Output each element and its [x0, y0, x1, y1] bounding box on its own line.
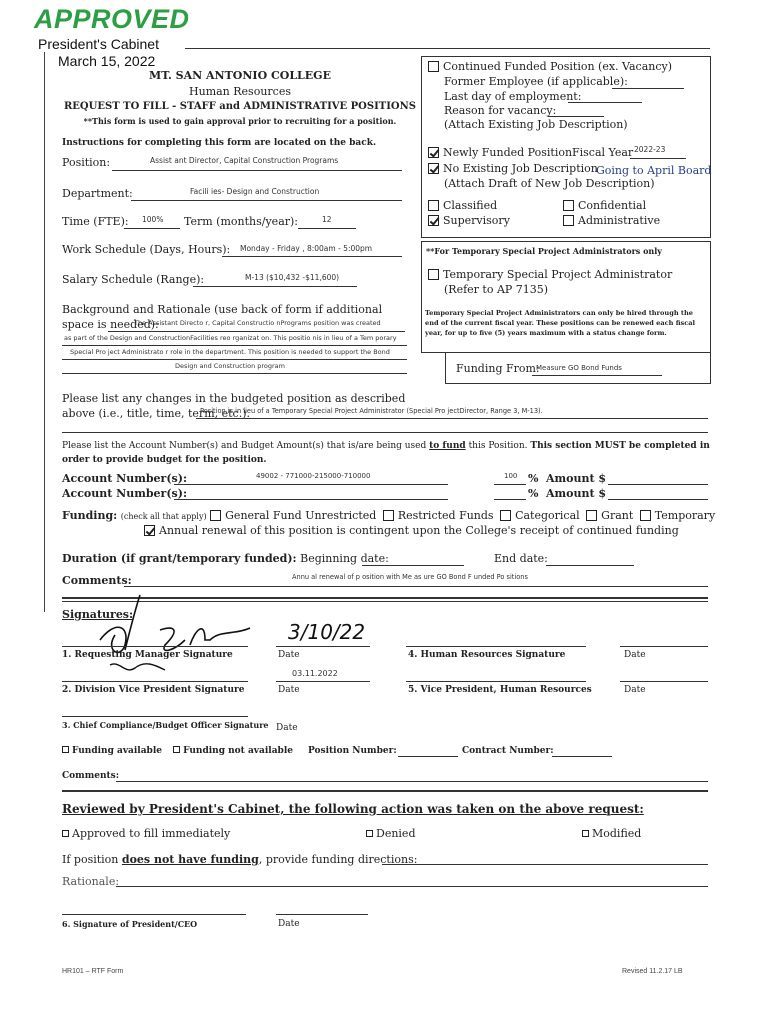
newly-funded-option[interactable]: [428, 146, 572, 159]
date-1-handwritten[interactable]: 3/10/22: [288, 620, 366, 644]
restricted-checkbox[interactable]: [383, 510, 394, 521]
approved-label: Approved to fill immediately: [72, 827, 231, 840]
stamp-cabinet: President's Cabinet: [38, 36, 159, 52]
sig-1-date-label: Date: [278, 650, 300, 660]
annual-renewal-label: Annual renewal of this position is contingent upon the College's receipt of continued funding: [159, 524, 679, 537]
reason-label: Reason for vacancy:: [444, 104, 557, 117]
position-label: Position:: [62, 156, 111, 169]
confidential-label: Confidential: [578, 199, 647, 212]
sig-3-label: 3. Chief Compliance/Budget Officer Signature: [62, 720, 269, 730]
amount-label-2: Amount $: [546, 487, 607, 500]
modified-checkbox[interactable]: [582, 830, 589, 837]
denied-option[interactable]: [366, 827, 415, 840]
form-title: REQUEST TO FILL - STAFF and ADMINISTRATIVE POSITIONS: [64, 101, 416, 112]
funding-availability-row: Funding available Funding not available: [62, 746, 293, 756]
funding-row: [62, 509, 715, 522]
classified-checkbox[interactable]: [428, 200, 439, 211]
term-value[interactable]: 12: [322, 215, 332, 224]
background-line-3[interactable]: Special Pro ject Administrato r role in the department. This position is needed to support the Bond: [70, 348, 390, 356]
footer-revised: Revised 11.2.17 LB: [622, 968, 683, 975]
temp-spa-option[interactable]: [428, 268, 672, 281]
supervisory-label: Supervisory: [443, 214, 510, 227]
fiscal-year-value[interactable]: 2022-23: [634, 145, 666, 154]
department-value[interactable]: Facili ies- Design and Construction: [190, 187, 320, 196]
position-value[interactable]: Assist ant Director, Capital Construction Programs: [150, 156, 339, 165]
annual-renewal-checkbox[interactable]: [144, 525, 155, 536]
account-pct-1[interactable]: 100: [504, 472, 518, 480]
end-date-label: End date:: [494, 552, 548, 565]
administrative-checkbox[interactable]: [563, 215, 574, 226]
comments-label: Comments:: [62, 574, 132, 587]
review-heading: Reviewed by President's Cabinet, the following action was taken on the above request:: [62, 802, 644, 816]
sig-comments-label: Comments:: [62, 771, 120, 781]
time-label: Time (FTE):: [62, 215, 129, 228]
going-to-april-board: Going to April Board: [596, 164, 712, 177]
administrative-label: Administrative: [578, 214, 661, 227]
background-line-4[interactable]: Design and Construction program: [175, 362, 286, 370]
footer-form-id: HR101 – RTF Form: [62, 968, 124, 975]
grant-label: Grant: [601, 509, 634, 522]
denied-label: Denied: [376, 827, 416, 840]
contract-number-label: Contract Number:: [462, 746, 554, 756]
rationale-label: Rationale:: [62, 875, 120, 888]
changes-label: Please list any changes in the budgeted position as described above (i.e., title, time, term, etc.).: [62, 392, 406, 420]
salary-label: Salary Schedule (Range):: [62, 273, 205, 286]
restricted-label: Restricted Funds: [397, 509, 494, 522]
newly-funded-label: Newly Funded Position: [443, 146, 573, 159]
changes-value[interactable]: Position is in lieu of a Temporary Special Project Administrator (Special Pro jectDirector, Range 3, M-13).: [200, 407, 543, 415]
fiscal-year-label: Fiscal Year: [572, 146, 634, 159]
categorical-label: Categorical: [515, 509, 580, 522]
account-instructions: Please list the Account Number(s) and Budget Amount(s) that is/are being used to fund this Position. This section MUST be completed in order to provide budget for the position.: [62, 441, 710, 465]
pct-label-1: %: [528, 472, 539, 485]
comments-value[interactable]: Annu al renewal of p osition with Me as ure GO Bond F unded Po sitions: [292, 573, 528, 581]
supervisory-option[interactable]: [428, 214, 510, 227]
supervisory-checkbox[interactable]: [428, 215, 439, 226]
former-employee-label: Former Employee (if applicable):: [444, 75, 628, 88]
classified-label: Classified: [443, 199, 498, 212]
schedule-value[interactable]: Monday - Friday , 8:00am - 5:00pm: [240, 244, 373, 253]
funding-available-checkbox[interactable]: [62, 746, 69, 753]
account-label-2: Account Number(s):: [62, 487, 188, 500]
date-2-value[interactable]: 03.11.2022: [292, 669, 338, 678]
sig-4-date-label: Date: [624, 650, 646, 660]
refer-ap: (Refer to AP 7135): [444, 283, 549, 296]
funding-check-all: (check all that apply): [120, 512, 207, 521]
time-value[interactable]: 100%: [142, 215, 164, 224]
term-label: Term (months/year):: [184, 215, 299, 228]
continued-option[interactable]: [428, 60, 672, 73]
last-day-label: Last day of employment:: [444, 90, 582, 103]
account-label-1: Account Number(s):: [62, 472, 188, 485]
approved-stamp: APPROVED: [34, 4, 190, 34]
position-number-label: Position Number:: [308, 746, 397, 756]
modified-option[interactable]: [582, 827, 641, 840]
funding-from-value[interactable]: Measure GO Bond Funds: [536, 364, 622, 372]
general-fund-checkbox[interactable]: [210, 510, 221, 521]
temporary-checkbox[interactable]: [640, 510, 651, 521]
no-existing-checkbox[interactable]: [428, 163, 439, 174]
approved-option[interactable]: [62, 827, 230, 840]
funding-directions-row: If position does not have funding, provide funding directions:: [62, 853, 418, 866]
categorical-checkbox[interactable]: [500, 510, 511, 521]
temp-header: **For Temporary Special Project Administrators only: [426, 246, 662, 256]
temporary-label: Temporary: [654, 509, 716, 522]
confidential-option[interactable]: [563, 199, 646, 212]
funding-label: Funding:: [62, 509, 118, 522]
stamp-date: March 15, 2022: [58, 53, 156, 69]
no-existing-option[interactable]: [428, 162, 598, 175]
amount-label-1: Amount $: [546, 472, 607, 485]
confidential-checkbox[interactable]: [563, 200, 574, 211]
approved-checkbox[interactable]: [62, 830, 69, 837]
continued-checkbox[interactable]: [428, 61, 439, 72]
form-note: **This form is used to gain approval prior to recruiting for a position.: [83, 116, 397, 126]
attach-new: (Attach Draft of New Job Description): [444, 177, 655, 190]
annual-renewal-option[interactable]: [144, 524, 679, 537]
signatures-heading: Signatures:: [62, 608, 134, 621]
newly-funded-checkbox[interactable]: [428, 147, 439, 158]
continued-label: Continued Funded Position (ex. Vacancy): [443, 60, 673, 73]
general-fund-label: General Fund Unrestricted: [225, 509, 377, 522]
manager-signature-scribble: [80, 590, 260, 685]
grant-checkbox[interactable]: [586, 510, 597, 521]
schedule-label: Work Schedule (Days, Hours):: [62, 243, 231, 256]
background-line-1[interactable]: The Assistant Directo r, Capital Constructio nPrograms position was created: [134, 319, 381, 327]
funding-from-label: Funding From:: [456, 362, 540, 375]
classified-option[interactable]: [428, 199, 497, 212]
sig-6-label: 6. Signature of President/CEO: [62, 919, 198, 929]
instructions: Instructions for completing this form are located on the back.: [62, 138, 377, 148]
sig-4-label: 4. Human Resources Signature: [408, 650, 566, 660]
modified-label: Modified: [592, 827, 642, 840]
sig-6-date-label: Date: [278, 919, 300, 929]
sig-2-label: 2. Division Vice President Signature: [62, 685, 245, 695]
pct-label-2: %: [528, 487, 539, 500]
attach-existing: (Attach Existing Job Description): [444, 118, 628, 131]
sig-5-date-label: Date: [624, 685, 646, 695]
salary-value[interactable]: M-13 ($10,432 -$11,600): [245, 273, 340, 282]
duration-row: Duration (if grant/temporary funded): Beginning date:: [62, 552, 389, 565]
college-name: MT. SAN ANTONIO COLLEGE: [149, 69, 331, 82]
department-label: Department:: [62, 187, 133, 200]
background-label: Background and Rationale (use back of form if additional space is needed):: [62, 303, 383, 331]
hr-dept: Human Resources: [189, 85, 291, 98]
account-value-1[interactable]: 49002 - 771000-215000-710000: [256, 472, 371, 480]
temp-spa-checkbox[interactable]: [428, 269, 439, 280]
denied-checkbox[interactable]: [366, 830, 373, 837]
temp-note: Temporary Special Project Administrators can only be hired through the end of the current fiscal year. These positions can be renewed each fiscal year, for up to five (5) years maximum with a status change form.: [425, 309, 696, 337]
temp-spa-label: Temporary Special Project Administrator: [443, 268, 673, 281]
funding-not-available-checkbox[interactable]: [173, 746, 180, 753]
sig-5-label: 5. Vice President, Human Resources: [408, 685, 592, 695]
background-line-2[interactable]: as part of the Design and ConstructionFacilities reo rganizat on. This positio nis in lieu of a Tem porary: [64, 334, 397, 342]
administrative-option[interactable]: [563, 214, 660, 227]
sig-3-date-label: Date: [276, 723, 298, 733]
no-existing-label: No Existing Job Description: [443, 162, 598, 175]
sig-2-date-label: Date: [278, 685, 300, 695]
sig-1-label: 1. Requesting Manager Signature: [62, 650, 233, 660]
